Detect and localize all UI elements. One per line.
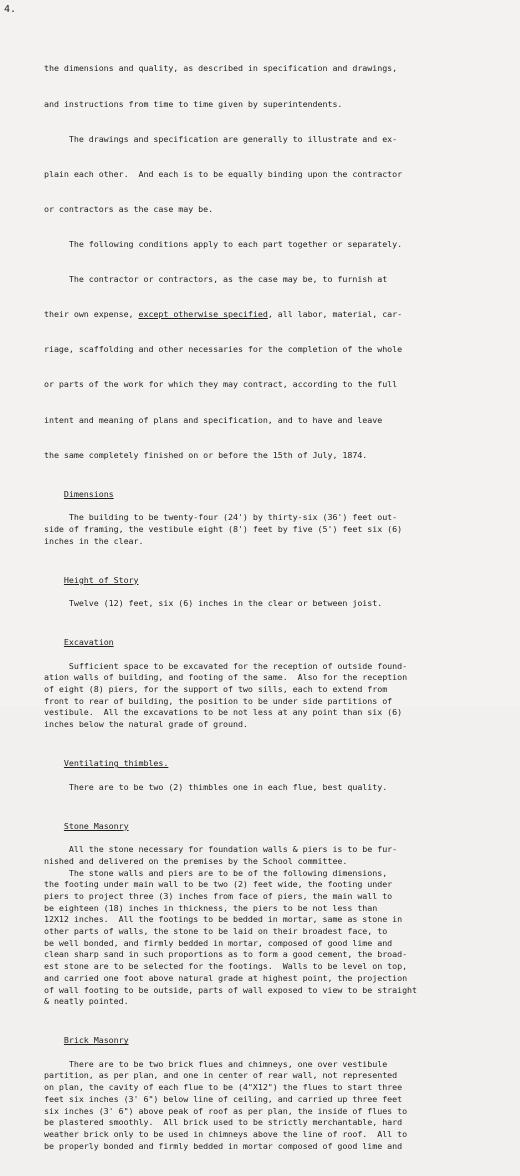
text-line: inches in the clear. xyxy=(44,535,144,546)
text-line: inches below the natural grade of ground. xyxy=(44,719,248,730)
section-stone xyxy=(44,844,514,1008)
text-line: the footing under main wall to be two (2) feet wide, the footing under xyxy=(44,879,393,890)
text-line: weather brick only to be used in chimneys above the line of roof. All to xyxy=(44,1128,408,1139)
text-line: partition, as per plan, and one in center of rear wall, not represented xyxy=(44,1070,398,1081)
page-number: 4. xyxy=(4,4,17,15)
section-heading-story: Height of Story xyxy=(63,574,139,585)
text-line: All the stone necessary for foundation walls & piers is to be fur- xyxy=(44,844,398,855)
section-heading-thimbles: Ventilating thimbles. xyxy=(63,758,169,769)
text-line xyxy=(44,309,514,321)
text-line: and instructions from time to time given by superintendents. xyxy=(44,98,343,109)
text-line: other parts of walls, the stone to be laid on their broadest face, to xyxy=(44,926,388,937)
text-line: intent and meaning of plans and specification, and to have and leave xyxy=(44,414,383,425)
text-line: of wall footing to be outside, parts of wall exposed to view to be straight xyxy=(44,984,418,995)
text-line: The stone walls and piers are to be of the following dimensions, xyxy=(44,867,388,878)
section-heading-excavation: Excavation xyxy=(63,637,114,648)
text-line: 12X12 inches. All the footings to be bedded in mortar, same as stone in xyxy=(44,914,403,925)
text-line: on plan, the cavity of each flue to be (4"X12") the flues to start three xyxy=(44,1082,403,1093)
text-fragment: their own expense, xyxy=(44,309,139,320)
text-line: be properly bonded and firmly bedded in mortar composed of good lime and xyxy=(44,1140,403,1151)
section-dimensions xyxy=(44,512,514,547)
text-line: be plastered smoothly. All brick used to be strictly merchantable, hard xyxy=(44,1117,403,1128)
text-line: the dimensions and quality, as described in specification and drawings, xyxy=(44,63,398,74)
text-line: front to rear of building, the position to be under side partitions of xyxy=(44,695,393,706)
text-line: The drawings and specification are generally to illustrate and ex- xyxy=(44,133,398,144)
section-heading-dimensions: Dimensions xyxy=(63,488,114,499)
text-line: ation walls of building, and footing of the same. Also for the reception xyxy=(44,672,408,683)
text-line: clean sharp sand in such proportions as to form a good cement, the broad- xyxy=(44,949,408,960)
section-brick xyxy=(44,1059,514,1153)
text-line: and carried one foot above natural grade at highest point, the projection xyxy=(44,972,408,983)
text-line: of eight (8) piers, for the support of two sills, each to extend from xyxy=(44,683,388,694)
text-line: There are to be two (2) thimbles one in each flue, best quality. xyxy=(44,781,388,792)
text-line: The contractor or contractors, as the case may be, to furnish at xyxy=(44,274,388,285)
text-line: est stone are to be selected for the footings. Walls to be level on top, xyxy=(44,961,408,972)
text-line: piers to project three (3) inches from face of piers, the main wall to xyxy=(44,890,393,901)
text-line: the same completely finished on or before the 15th of July, 1874. xyxy=(44,449,368,460)
text-line: There are to be two brick flues and chimneys, one over vestibule xyxy=(44,1058,388,1069)
text-line: vestibule. All the excavations to be not less at any point than six (6) xyxy=(44,707,403,718)
text-line: or contractors as the case may be. xyxy=(44,203,214,214)
text-line: plain each other. And each is to be equally binding upon the contractor xyxy=(44,168,403,179)
text-line: The following conditions apply to each part together or separately. xyxy=(44,238,403,249)
text-line: Twelve (12) feet, six (6) inches in the clear or between joist. xyxy=(44,598,383,609)
text-line: & neatly pointed. xyxy=(44,996,129,1007)
text-line: or parts of the work for which they may contract, according to the full xyxy=(44,379,398,390)
section-story xyxy=(44,598,514,610)
text-line: The building to be twenty-four (24') by thirty-six (36') feet out- xyxy=(44,512,398,523)
section-thimbles xyxy=(44,782,514,794)
text-line: be eighteen (18) inches in thickness, the piers to be not less than xyxy=(44,902,378,913)
text-line: riage, scaffolding and other necessaries for the completion of the whole xyxy=(44,344,403,355)
underlined-phrase: except otherwise specified xyxy=(138,309,268,320)
text-line: be well bonded, and firmly bedded in mortar, composed of good lime and xyxy=(44,937,393,948)
section-heading-brick: Brick Masonry xyxy=(63,1035,129,1046)
text-line: nished and delivered on the premises by the School committee. xyxy=(44,855,348,866)
text-line: feet six inches (3' 6") below line of ceiling, and carried up three feet xyxy=(44,1093,403,1104)
text-line: six inches (3' 6") above peak of roof as per plan, the inside of flues to xyxy=(44,1105,408,1116)
text-fragment: , all labor, material, car- xyxy=(267,309,403,320)
section-heading-stone: Stone Masonry xyxy=(63,820,129,831)
text-line: side of framing, the vestibule eight (8') feet by five (5') feet six (6) xyxy=(44,523,403,534)
section-excavation xyxy=(44,661,514,731)
text-line: Sufficient space to be excavated for the reception of outside found- xyxy=(44,660,408,671)
document-body xyxy=(44,40,514,1176)
